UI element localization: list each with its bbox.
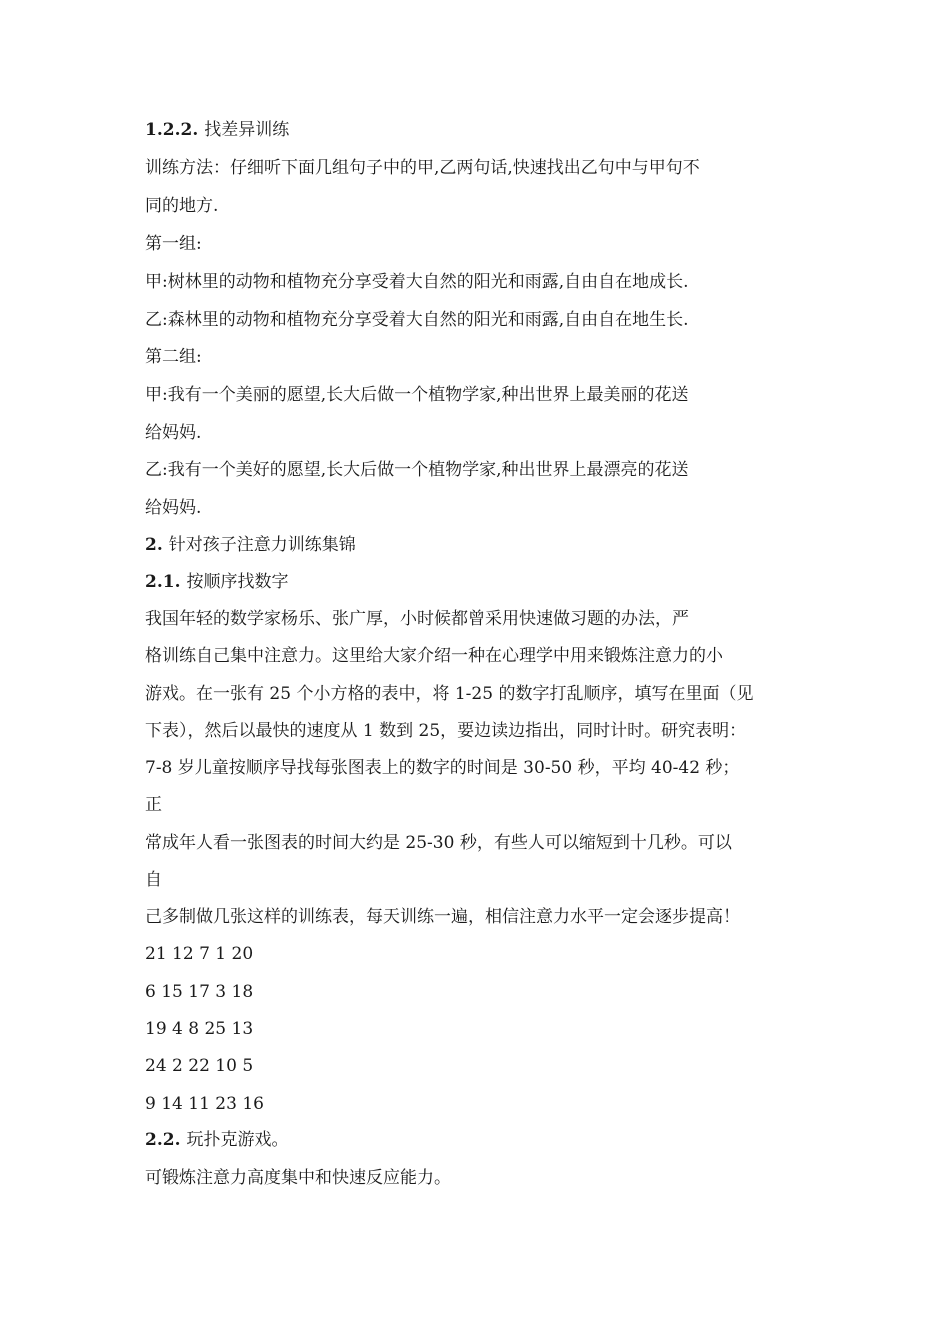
- section-title: 按顺序找数字: [186, 572, 289, 592]
- section-title: 玩扑克游戏。: [186, 1130, 289, 1150]
- paragraph-line: 下表），然后以最快的速度从 1 数到 25，要边读边指出，同时计时。研究表明：: [145, 721, 747, 741]
- method-line-2: 同的地方.: [145, 196, 219, 216]
- group-2-sentence-a-line-1: 甲:我有一个美丽的愿望,长大后做一个植物学家,种出世界上最美丽的花送: [145, 385, 689, 405]
- section-number: 1.2.2.: [145, 120, 199, 140]
- number-grid-row: 21 12 7 1 20: [145, 944, 254, 964]
- section-number: 2.: [145, 535, 163, 555]
- number-grid-row: 6 15 17 3 18: [145, 982, 254, 1002]
- closing-line: 可锻炼注意力高度集中和快速反应能力。: [145, 1168, 451, 1188]
- section-heading-2-2: [145, 1129, 289, 1151]
- section-title: 找差异训练: [204, 120, 290, 140]
- group-1-label: 第一组:: [145, 234, 202, 254]
- paragraph-line: 常成年人看一张图表的时间大约是 25-30 秒，有些人可以缩短到十几秒。可以: [145, 833, 732, 853]
- paragraph-line: 己多制做几张这样的训练表，每天训练一遍，相信注意力水平一定会逐步提高！: [145, 907, 740, 927]
- paragraph-line: 7-8 岁儿童按顺序导找每张图表上的数字的时间是 30-50 秒，平均 40-42 秒；: [145, 758, 740, 778]
- number-grid-row: 24 2 22 10 5: [145, 1056, 254, 1076]
- paragraph-line: 正: [145, 795, 162, 815]
- paragraph-line: 游戏。在一张有 25 个小方格的表中，将 1-25 的数字打乱顺序，填写在里面（见: [145, 684, 754, 704]
- number-grid-row: 9 14 11 23 16: [145, 1094, 264, 1114]
- section-number: 2.1.: [145, 572, 181, 592]
- section-heading-2: [145, 534, 356, 556]
- group-2-label: 第二组:: [145, 347, 202, 367]
- group-1-sentence-a: 甲:树林里的动物和植物充分享受着大自然的阳光和雨露,自由自在地成长.: [145, 272, 689, 292]
- group-2-sentence-b-line-2: 给妈妈.: [145, 498, 202, 518]
- group-2-sentence-b-line-1: 乙:我有一个美好的愿望,长大后做一个植物学家,种出世界上最漂亮的花送: [145, 460, 689, 480]
- section-number: 2.2.: [145, 1130, 181, 1150]
- paragraph-line: 格训练自己集中注意力。这里给大家介绍一种在心理学中用来锻炼注意力的小: [145, 646, 723, 666]
- group-2-sentence-a-line-2: 给妈妈.: [145, 423, 202, 443]
- group-1-sentence-b: 乙:森林里的动物和植物充分享受着大自然的阳光和雨露,自由自在地生长.: [145, 310, 689, 330]
- number-grid-row: 19 4 8 25 13: [145, 1019, 254, 1039]
- paragraph-line: 我国年轻的数学家杨乐、张广厚，小时候都曾采用快速做习题的办法，严: [145, 609, 689, 629]
- section-title: 针对孩子注意力训练集锦: [168, 535, 356, 555]
- paragraph-line: 自: [145, 870, 162, 890]
- section-heading-1-2-2: [145, 119, 289, 141]
- method-line-1: 训练方法：仔细听下面几组句子中的甲,乙两句话,快速找出乙句中与甲句不: [145, 158, 700, 178]
- section-heading-2-1: [145, 571, 289, 593]
